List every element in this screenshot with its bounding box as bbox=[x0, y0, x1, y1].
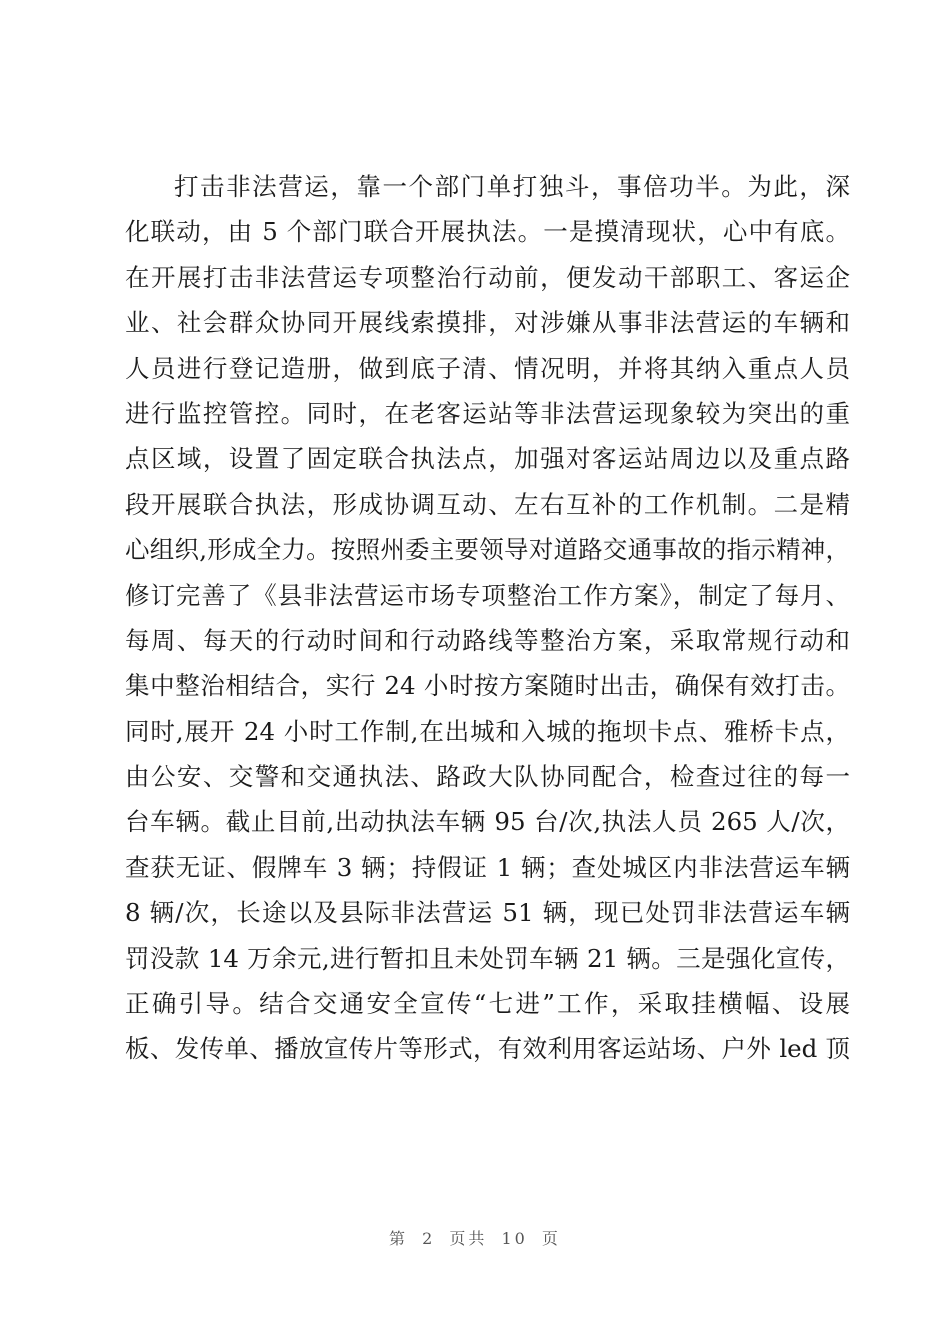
text-line: 查获无证、假牌车 3 辆；持假证 1 辆；查处城区内非法营运车辆 bbox=[125, 852, 850, 882]
text-line: 进行监控管控。同时，在老客运站等非法营运现象较为突出的重 bbox=[125, 398, 850, 428]
text-line: 集中整治相结合，实行 24 小时按方案随时出击，确保有效打击。 bbox=[125, 671, 850, 701]
text-line: 每周、每天的行动时间和行动路线等整治方案，采取常规行动和 bbox=[125, 625, 850, 655]
text-line: 板、发传单、播放宣传片等形式，有效利用客运站场、户外 led 顶 bbox=[125, 1034, 850, 1064]
text-line: 由公安、交警和交通执法、路政大队协同配合，检查过往的每一 bbox=[125, 762, 850, 792]
text-line: 在开展打击非法营运专项整治行动前，便发动干部职工、客运企 bbox=[125, 262, 850, 292]
text-line: 心组织,形成全力。按照州委主要领导对道路交通事故的指示精神， bbox=[125, 535, 850, 565]
text-line: 业、社会群众协同开展线索摸排，对涉嫌从事非法营运的车辆和 bbox=[125, 308, 850, 338]
page-number-footer: 第 2 页共 10 页 bbox=[389, 1229, 561, 1248]
text-line: 罚没款 14 万余元,进行暂扣且未处罚车辆 21 辆。三是强化宣传， bbox=[125, 943, 850, 973]
text-line: 化联动，由 5 个部门联合开展执法。一是摸清现状，心中有底。 bbox=[125, 217, 850, 247]
text-line: 打击非法营运，靠一个部门单打独斗，事倍功半。为此，深 bbox=[174, 172, 850, 201]
text-line: 台车辆。截止目前,出动执法车辆 95 台/次,执法人员 265 人/次， bbox=[125, 807, 850, 837]
text-line: 正确引导。结合交通安全宣传“七进”工作，采取挂横幅、设展 bbox=[125, 989, 850, 1019]
text-line: 同时,展开 24 小时工作制,在出城和入城的拖坝卡点、雅桥卡点， bbox=[125, 716, 850, 746]
body-paragraph bbox=[125, 164, 850, 1072]
text-line: 段开展联合执法，形成协调互动、左右互补的工作机制。二是精 bbox=[125, 489, 850, 519]
text-line: 修订完善了《县非法营运市场专项整治工作方案》，制定了每月、 bbox=[125, 580, 850, 610]
text-line: 人员进行登记造册，做到底子清、情况明，并将其纳入重点人员 bbox=[125, 353, 850, 383]
text-line: 8 辆/次，长途以及县际非法营运 51 辆，现已处罚非法营运车辆 bbox=[125, 898, 850, 928]
text-line: 点区域，设置了固定联合执法点，加强对客运站周边以及重点路 bbox=[125, 444, 850, 474]
